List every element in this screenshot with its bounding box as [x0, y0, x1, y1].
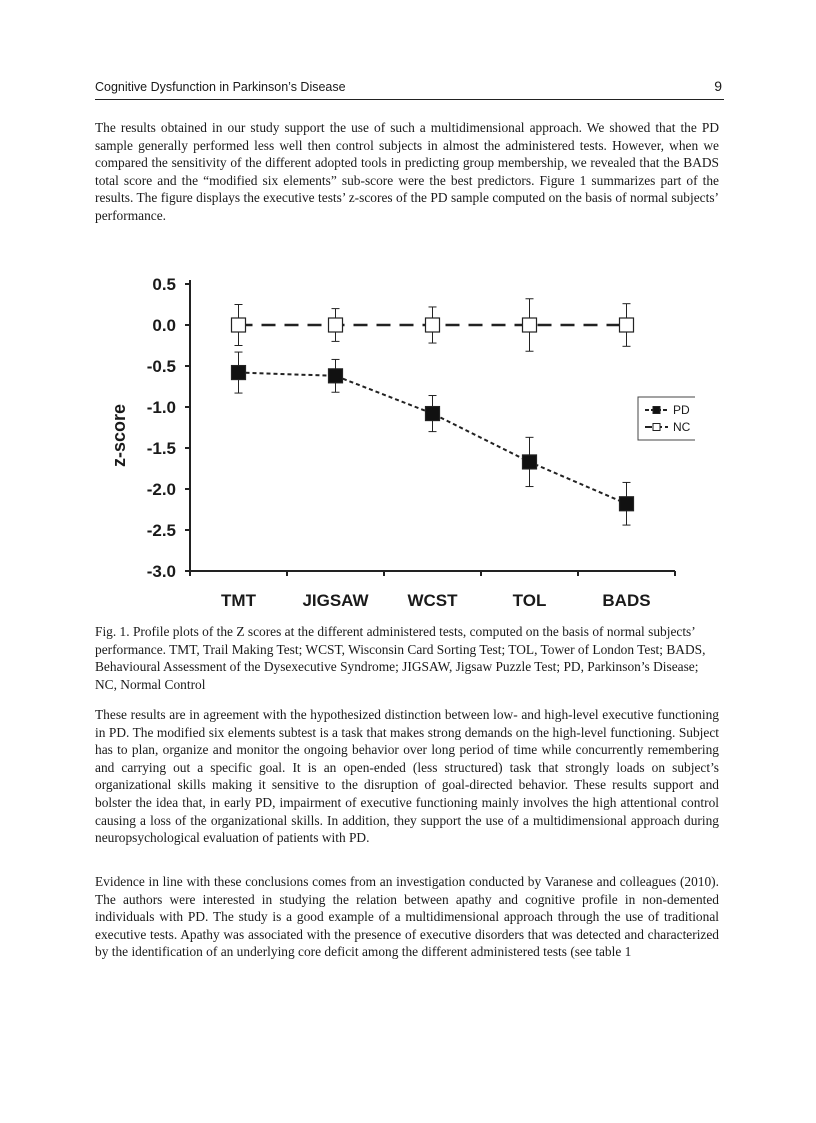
y-axis-title: z-score — [109, 403, 129, 468]
point-pd-bads — [620, 497, 634, 511]
chart-legend — [638, 397, 695, 440]
y-tick-label: -1.0 — [146, 398, 176, 417]
y-tick-label: -1.5 — [146, 439, 176, 458]
point-nc-jigsaw — [329, 318, 343, 332]
z-score-profile-chart — [95, 262, 695, 612]
y-tick-label: -2.0 — [146, 480, 176, 499]
point-pd-tol — [523, 455, 537, 469]
x-tick-label-wcst: WCST — [407, 591, 458, 610]
paragraph-varanese-study: Evidence in line with these conclusions comes from an investigation conducted by Varanese and colleagues (2010). The authors were interested in studying the relation between apathy and cognitive profile in non-demented individuals with PD. The study is a good example of a multidimensional approach through the use of traditional executive tests. Apathy was associated with the presence of executive disorders that was detected and characterized by the identification of an underlying core deficit among the different administered tests (see table 1 — [95, 874, 719, 960]
chart-series — [232, 299, 634, 525]
x-tick-label-bads: BADS — [602, 591, 651, 610]
point-pd-jigsaw — [329, 369, 343, 383]
page-header — [95, 80, 724, 100]
legend-label-pd: PD — [673, 403, 690, 417]
y-tick-label: -0.5 — [146, 357, 176, 376]
legend-marker-nc — [653, 424, 660, 431]
page-number: 9 — [714, 78, 722, 94]
paragraph-discussion: These results are in agreement with the hypothesized distinction between low- and high-level executive functioning in PD. The modified six elements subtest is a task that makes strong demands on the high-level functioning. Subject has to plan, organize and monitor the ongoing behavior over long period of time while concurrently remembering and carrying out a specific goal. It is an open-ended (less structured) task that strongly loads on subject’s organizational skills making it sensitive to the disruption of goal-directed behavior. These results support and bolster the idea that, in early PD, impairment of executive functioning mainly involves the high attentional control causing a loss of the organizational skills. In addition, they support the use of a multidimensional approach during neuropsychological evaluation of patients with PD. — [95, 707, 719, 846]
point-nc-wcst — [426, 318, 440, 332]
x-tick-label-tol: TOL — [512, 591, 547, 610]
point-pd-tmt — [232, 366, 246, 380]
point-nc-tmt — [232, 318, 246, 332]
figure-caption: Fig. 1. Profile plots of the Z scores at the different administered tests, computed on the basis of normal subjects’ performance. TMT, Trail Making Test; WCST, Wisconsin Card Sorting Test; TOL, Tower of London Test; BADS, Behavioural Assessment of the Dysexecutive Syndrome; JIGSAW, Jigsaw Puzzle Test; PD, Parkinson’s Disease; NC, Normal Control — [95, 624, 706, 692]
legend-label-nc: NC — [673, 420, 691, 434]
point-nc-tol — [523, 318, 537, 332]
x-tick-label-jigsaw: JIGSAW — [302, 591, 369, 610]
y-tick-label: 0.0 — [152, 316, 176, 335]
y-tick-label: -2.5 — [146, 521, 176, 540]
paragraph-results-intro: The results obtained in our study support the use of such a multidimensional approach. We showed that the PD sample generally performed less well then control subjects in almost the administered tests. However, when we compared the sensitivity of the different adopted tools in predicting group membership, we revealed that the BADS total score and the “modified six elements” sub-score were the best predictors. Figure 1 summarizes part of the results. The figure displays the executive tests’ z-scores of the PD sample computed on the basis of normal subjects’ performance. — [95, 120, 719, 223]
running-title: Cognitive Dysfunction in Parkinson’s Disease — [95, 80, 346, 94]
y-tick-label: -3.0 — [146, 562, 176, 581]
series-line-pd — [239, 373, 627, 504]
legend-marker-pd — [653, 407, 660, 414]
point-pd-wcst — [426, 407, 440, 421]
x-tick-label-tmt: TMT — [221, 591, 256, 610]
point-nc-bads — [620, 318, 634, 332]
y-tick-label: 0.5 — [152, 275, 176, 294]
